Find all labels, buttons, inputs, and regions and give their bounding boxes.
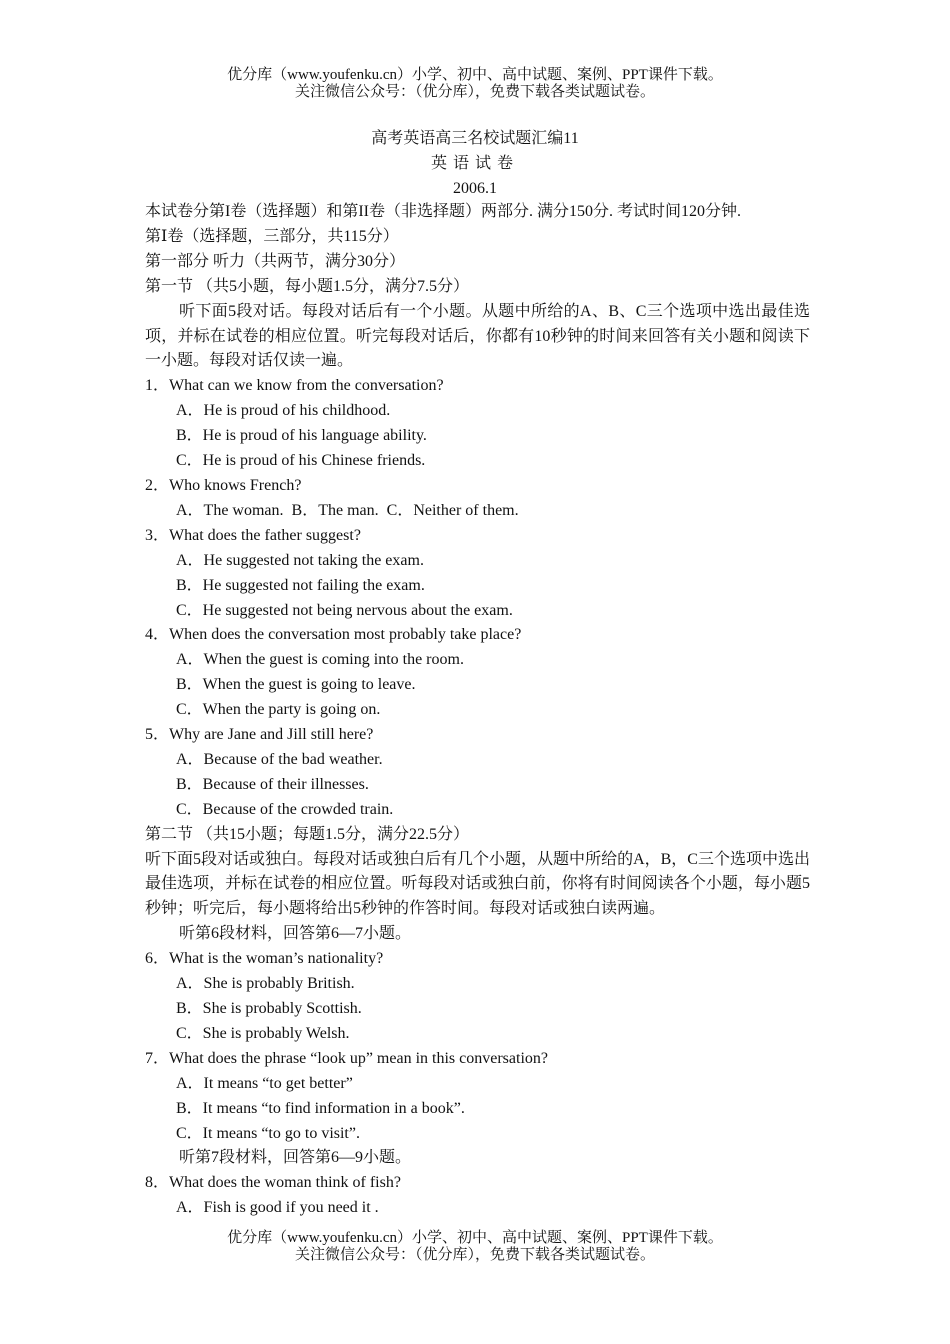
exam-date: 2006.1: [453, 180, 497, 197]
footer-line-1: 优分库（www.youfenku.cn）小学、初中、高中试题、案例、PPT课件下载。: [227, 1230, 723, 1246]
option-6b: B．She is probably Scottish.: [176, 1000, 362, 1017]
header-line-1: 优分库（www.youfenku.cn）小学、初中、高中试题、案例、PPT课件下载。: [227, 67, 723, 83]
section-2-instructions: 听下面5段对话或独白。每段对话或独白后有几个小题，从题中所给的A，B，C三个选项中选出最佳选项，并标在试卷的相应位置。听每段对话或独白前，你将有时间阅读各个小题，每小题5秒钟；听完后，每小题将给出5秒钟的作答时间。每段对话或独白读两遍。: [145, 850, 810, 918]
option-6a: A．She is probably British.: [176, 975, 355, 993]
part-heading: 第一部分 听力（共两节，满分30分）: [145, 252, 406, 270]
volume-heading: 第Ⅰ卷（选择题，三部分，共115分）: [145, 227, 399, 245]
option-1b: B．He is proud of his language ability.: [176, 427, 427, 445]
option-2c: C．Neither of them.: [386, 501, 519, 519]
exam-subtitle: 英语试卷: [430, 155, 519, 172]
option-4c: C．When the party is going on.: [176, 701, 381, 719]
section-2-heading: 第二节 （共15小题；每题1.5分，满分22.5分）: [145, 825, 470, 843]
option-4a: A．When the guest is coming into the room.: [176, 651, 464, 669]
option-8a: A．Fish is good if you need it .: [176, 1199, 379, 1217]
intro-line: 本试卷分第I卷（选择题）和第II卷（非选择题）两部分. 满分150分. 考试时间120分钟.: [145, 203, 741, 220]
option-3b: B．He suggested not failing the exam.: [176, 576, 425, 594]
footer-line-2: 关注微信公众号：（优分库），免费下载各类试题试卷。: [294, 1247, 655, 1263]
question-6: 6．What is the woman’s nationality?: [145, 950, 384, 968]
option-7c: C．It means “to go to visit”.: [176, 1124, 360, 1142]
option-6c: C．She is probably Welsh.: [176, 1024, 350, 1042]
option-2a: A．The woman.: [176, 501, 284, 519]
option-5a: A．Because of the bad weather.: [176, 750, 383, 768]
option-5c: C．Because of the crowded train.: [176, 800, 394, 818]
question-1: 1．What can we know from the conversation?: [145, 377, 444, 395]
material-7-note: 听第7段材料，回答第6—9小题。: [179, 1149, 412, 1167]
section-1-heading: 第一节 （共5小题，每小题1.5分，满分7.5分）: [145, 277, 470, 295]
option-2b: B．The man.: [291, 501, 379, 519]
option-7a: A．It means “to get better”: [176, 1074, 353, 1092]
option-3c: C．He suggested not being nervous about the exam.: [176, 601, 513, 619]
option-1c: C．He is proud of his Chinese friends.: [176, 452, 426, 470]
options-2: [145, 499, 810, 524]
option-5b: B．Because of their illnesses.: [176, 775, 369, 793]
material-6-note: 听第6段材料，回答第6—7小题。: [179, 925, 412, 943]
header-line-2: 关注微信公众号：（优分库），免费下载各类试题试卷。: [294, 84, 655, 100]
page-footer: [0, 1230, 950, 1264]
question-7: 7．What does the phrase “look up” mean in this conversation?: [145, 1049, 548, 1067]
option-3a: A．He suggested not taking the exam.: [176, 551, 424, 569]
option-1a: A．He is proud of his childhood.: [176, 402, 391, 420]
question-4: 4．When does the conversation most probably take place?: [145, 626, 522, 644]
section-1-instructions: 听下面5段对话。每段对话后有一个小题。从题中所给的A、B、C三个选项中选出最佳选项，并标在试卷的相应位置。听完每段对话后，你都有10秒钟的时间来回答有关小题和阅读下一小题。每段对话仅读一遍。: [145, 302, 810, 370]
question-2: 2．Who knows French?: [145, 476, 302, 494]
option-4b: B．When the guest is going to leave.: [176, 676, 416, 694]
exam-title-block: [0, 126, 950, 201]
exam-title: 高考英语高三名校试题汇编11: [371, 130, 579, 147]
option-7b: B．It means “to find information in a book”.: [176, 1099, 465, 1117]
question-8: 8．What does the woman think of fish?: [145, 1174, 401, 1192]
exam-body: [145, 200, 810, 1221]
page-header: [0, 67, 950, 101]
question-3: 3．What does the father suggest?: [145, 526, 361, 544]
question-5: 5．Why are Jane and Jill still here?: [145, 726, 374, 744]
